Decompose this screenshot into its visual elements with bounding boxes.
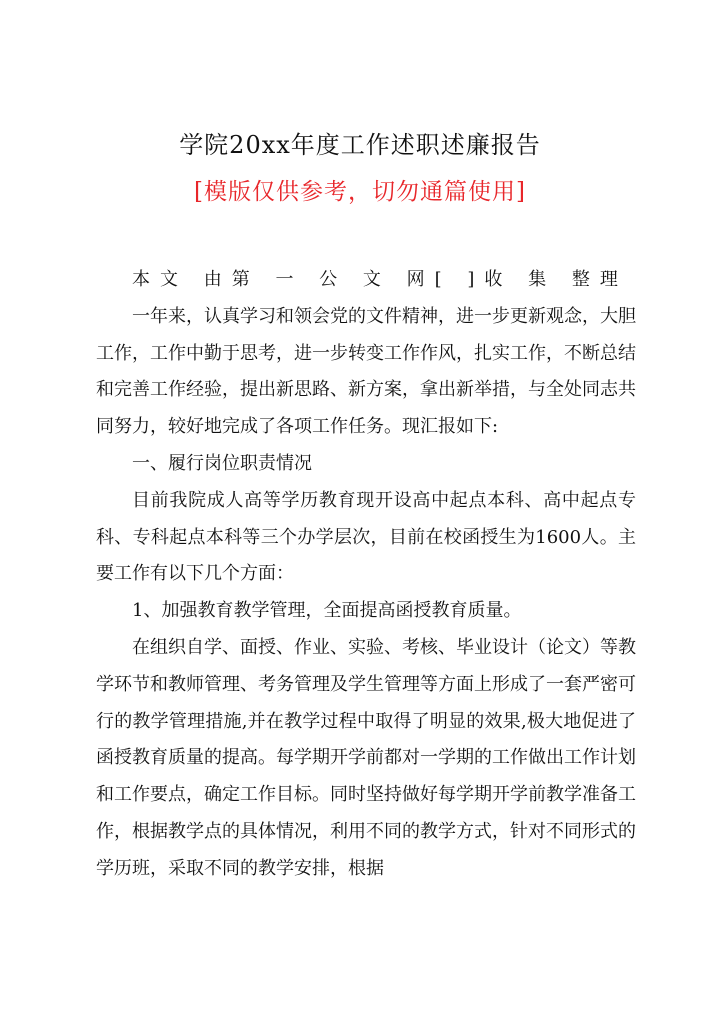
subsection-heading-1: 1、加强教育教学管理，全面提高函授教育质量。 <box>132 600 522 622</box>
document-title: 学院20xx年度工作述职述廉报告 <box>179 131 541 159</box>
paragraph-teaching-management: 在组织自学、面授、作业、实验、考核、毕业设计（论文）等教学环节和教师管理、考务管理及学生管理等方面上形成了一套严密可行的教学管理措施,并在教学过程中取得了明显的效果,极大地促进了函授教育质量的提高。每学期开学前都对一学期的工作做出工作计划和工作要点，确定工作目标。同时坚持做好每学期开学前教学准备工作，根据教学点的具体情况，利用不同的教学方式，针对不同形式的学历班，采取不同的教学安排，根据 <box>96 636 636 879</box>
paragraph-intro: 一年来，认真学习和领会党的文件精神，进一步更新观念，大胆工作，工作中勤于思考，进一步转变工作作风，扎实工作，不断总结和完善工作经验，提出新思路、新方案，拿出新举措，与全处同志共同努力，较好地完成了各项工作任务。现汇报如下: <box>96 305 636 438</box>
template-notice: [模版仅供参考，切勿通篇使用] <box>194 179 526 205</box>
source-line: 本文 由第 一 公 文 网[ ]收 集 整理 <box>132 269 628 290</box>
document-body <box>96 262 636 888</box>
paragraph-overview: 目前我院成人高等学历教育现开设高中起点本科、高中起点专科、专科起点本科等三个办学层次，目前在校函授生为1600人。主要工作有以下几个方面： <box>96 489 636 585</box>
section-heading-1: 一、履行岗位职责情况 <box>132 452 312 474</box>
